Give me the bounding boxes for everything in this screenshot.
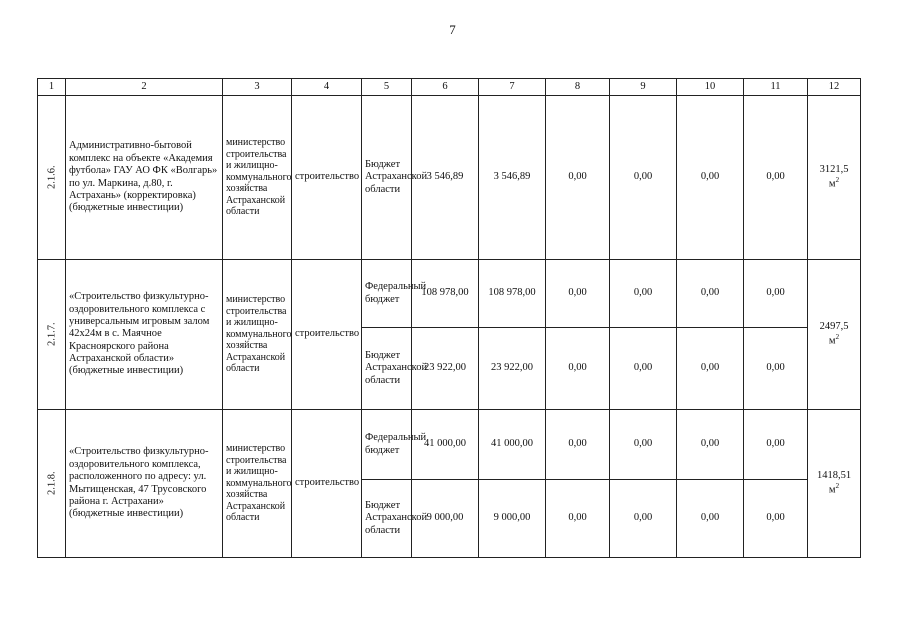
amount-cell: 0,00	[610, 410, 677, 480]
column-number: 10	[677, 79, 744, 96]
amount-cell: 0,00	[546, 96, 610, 260]
funding-source: Бюджет Астраханской области	[362, 480, 412, 558]
amount-cell: 0,00	[744, 410, 808, 480]
column-number-row	[38, 79, 861, 96]
amount-cell: 3 546,89	[479, 96, 546, 260]
item-code: 2.1.7.	[38, 260, 66, 410]
amount-cell: 23 922,00	[479, 328, 546, 410]
object-name: Административно-бытовой комплекс на объекте «Академия футбола» ГАУ АО ФК «Волгарь» по ул. Маркина, д.80, г. Астрахань» (корректировка) (бюджетные инвестиции)	[66, 96, 223, 260]
amount-cell: 0,00	[677, 480, 744, 558]
funding-source: Федеральный бюджет	[362, 410, 412, 480]
column-number: 12	[808, 79, 861, 96]
object-name: «Строительство физкультурно-оздоровительного комплекса, расположенного по адресу: ул. Мытищенская, 47 Трусовского района г. Астрахани» (бюджетные инвестиции)	[66, 410, 223, 558]
amount-cell: 0,00	[610, 260, 677, 328]
column-number: 7	[479, 79, 546, 96]
amount-cell: 0,00	[610, 96, 677, 260]
column-number: 4	[292, 79, 362, 96]
area-cell	[808, 96, 861, 260]
item-code: 2.1.8.	[38, 410, 66, 558]
amount-cell: 108 978,00	[479, 260, 546, 328]
amount-cell: 0,00	[744, 328, 808, 410]
amount-cell: 0,00	[677, 260, 744, 328]
amount-cell: 0,00	[744, 480, 808, 558]
area-value: 1418,51	[816, 469, 852, 481]
table-row	[38, 410, 861, 480]
amount-cell: 0,00	[744, 260, 808, 328]
page-number: 7	[449, 22, 456, 37]
amount-cell: 0,00	[610, 328, 677, 410]
responsible-ministry: министерство строительства и жилищно-коммунального хозяйства Астраханской области	[223, 260, 292, 410]
area-cell	[808, 410, 861, 558]
amount-cell: 0,00	[677, 328, 744, 410]
work-type: строительство	[292, 96, 362, 260]
amount-cell: 0,00	[546, 410, 610, 480]
column-number: 3	[223, 79, 292, 96]
funding-source: Бюджет Астраханской области	[362, 96, 412, 260]
amount-cell: 41 000,00	[412, 410, 479, 480]
amount-cell: 23 922,00	[412, 328, 479, 410]
amount-cell: 41 000,00	[479, 410, 546, 480]
column-number: 1	[38, 79, 66, 96]
item-code: 2.1.6.	[38, 96, 66, 260]
area-unit: $м^2$	[828, 176, 840, 190]
column-number: 11	[744, 79, 808, 96]
amount-cell: 9 000,00	[479, 480, 546, 558]
amount-cell: 108 978,00	[412, 260, 479, 328]
column-number: 9	[610, 79, 677, 96]
area-unit: $м^2$	[828, 482, 840, 496]
area-cell	[808, 260, 861, 410]
object-name: «Строительство физкультурно-оздоровительного комплекса с универсальным игровым залом 42х24м в с. Маячное Красноярского района Астраханской области» (бюджетные инвестиции)	[66, 260, 223, 410]
work-type: строительство	[292, 410, 362, 558]
amount-cell: 0,00	[546, 328, 610, 410]
amount-cell: 0,00	[677, 410, 744, 480]
column-number: 8	[546, 79, 610, 96]
column-number: 6	[412, 79, 479, 96]
column-number: 5	[362, 79, 412, 96]
area-value: 3121,5	[819, 163, 849, 175]
amount-cell: 9 000,00	[412, 480, 479, 558]
amount-cell: 0,00	[610, 480, 677, 558]
amount-cell: 0,00	[546, 260, 610, 328]
investment-table	[37, 78, 861, 558]
amount-cell: 0,00	[744, 96, 808, 260]
column-number: 2	[66, 79, 223, 96]
area-value: 2497,5	[819, 320, 849, 332]
work-type: строительство	[292, 260, 362, 410]
area-unit: $м^2$	[828, 333, 840, 347]
funding-source: Федеральный бюджет	[362, 260, 412, 328]
responsible-ministry: министерство строительства и жилищно-коммунального хозяйства Астраханской области	[223, 410, 292, 558]
table-row	[38, 96, 861, 260]
table-row	[38, 260, 861, 328]
amount-cell: 0,00	[677, 96, 744, 260]
funding-source: Бюджет Астраханской области	[362, 328, 412, 410]
amount-cell: 3 546,89	[412, 96, 479, 260]
amount-cell: 0,00	[546, 480, 610, 558]
responsible-ministry: министерство строительства и жилищно-коммунального хозяйства Астраханской области	[223, 96, 292, 260]
